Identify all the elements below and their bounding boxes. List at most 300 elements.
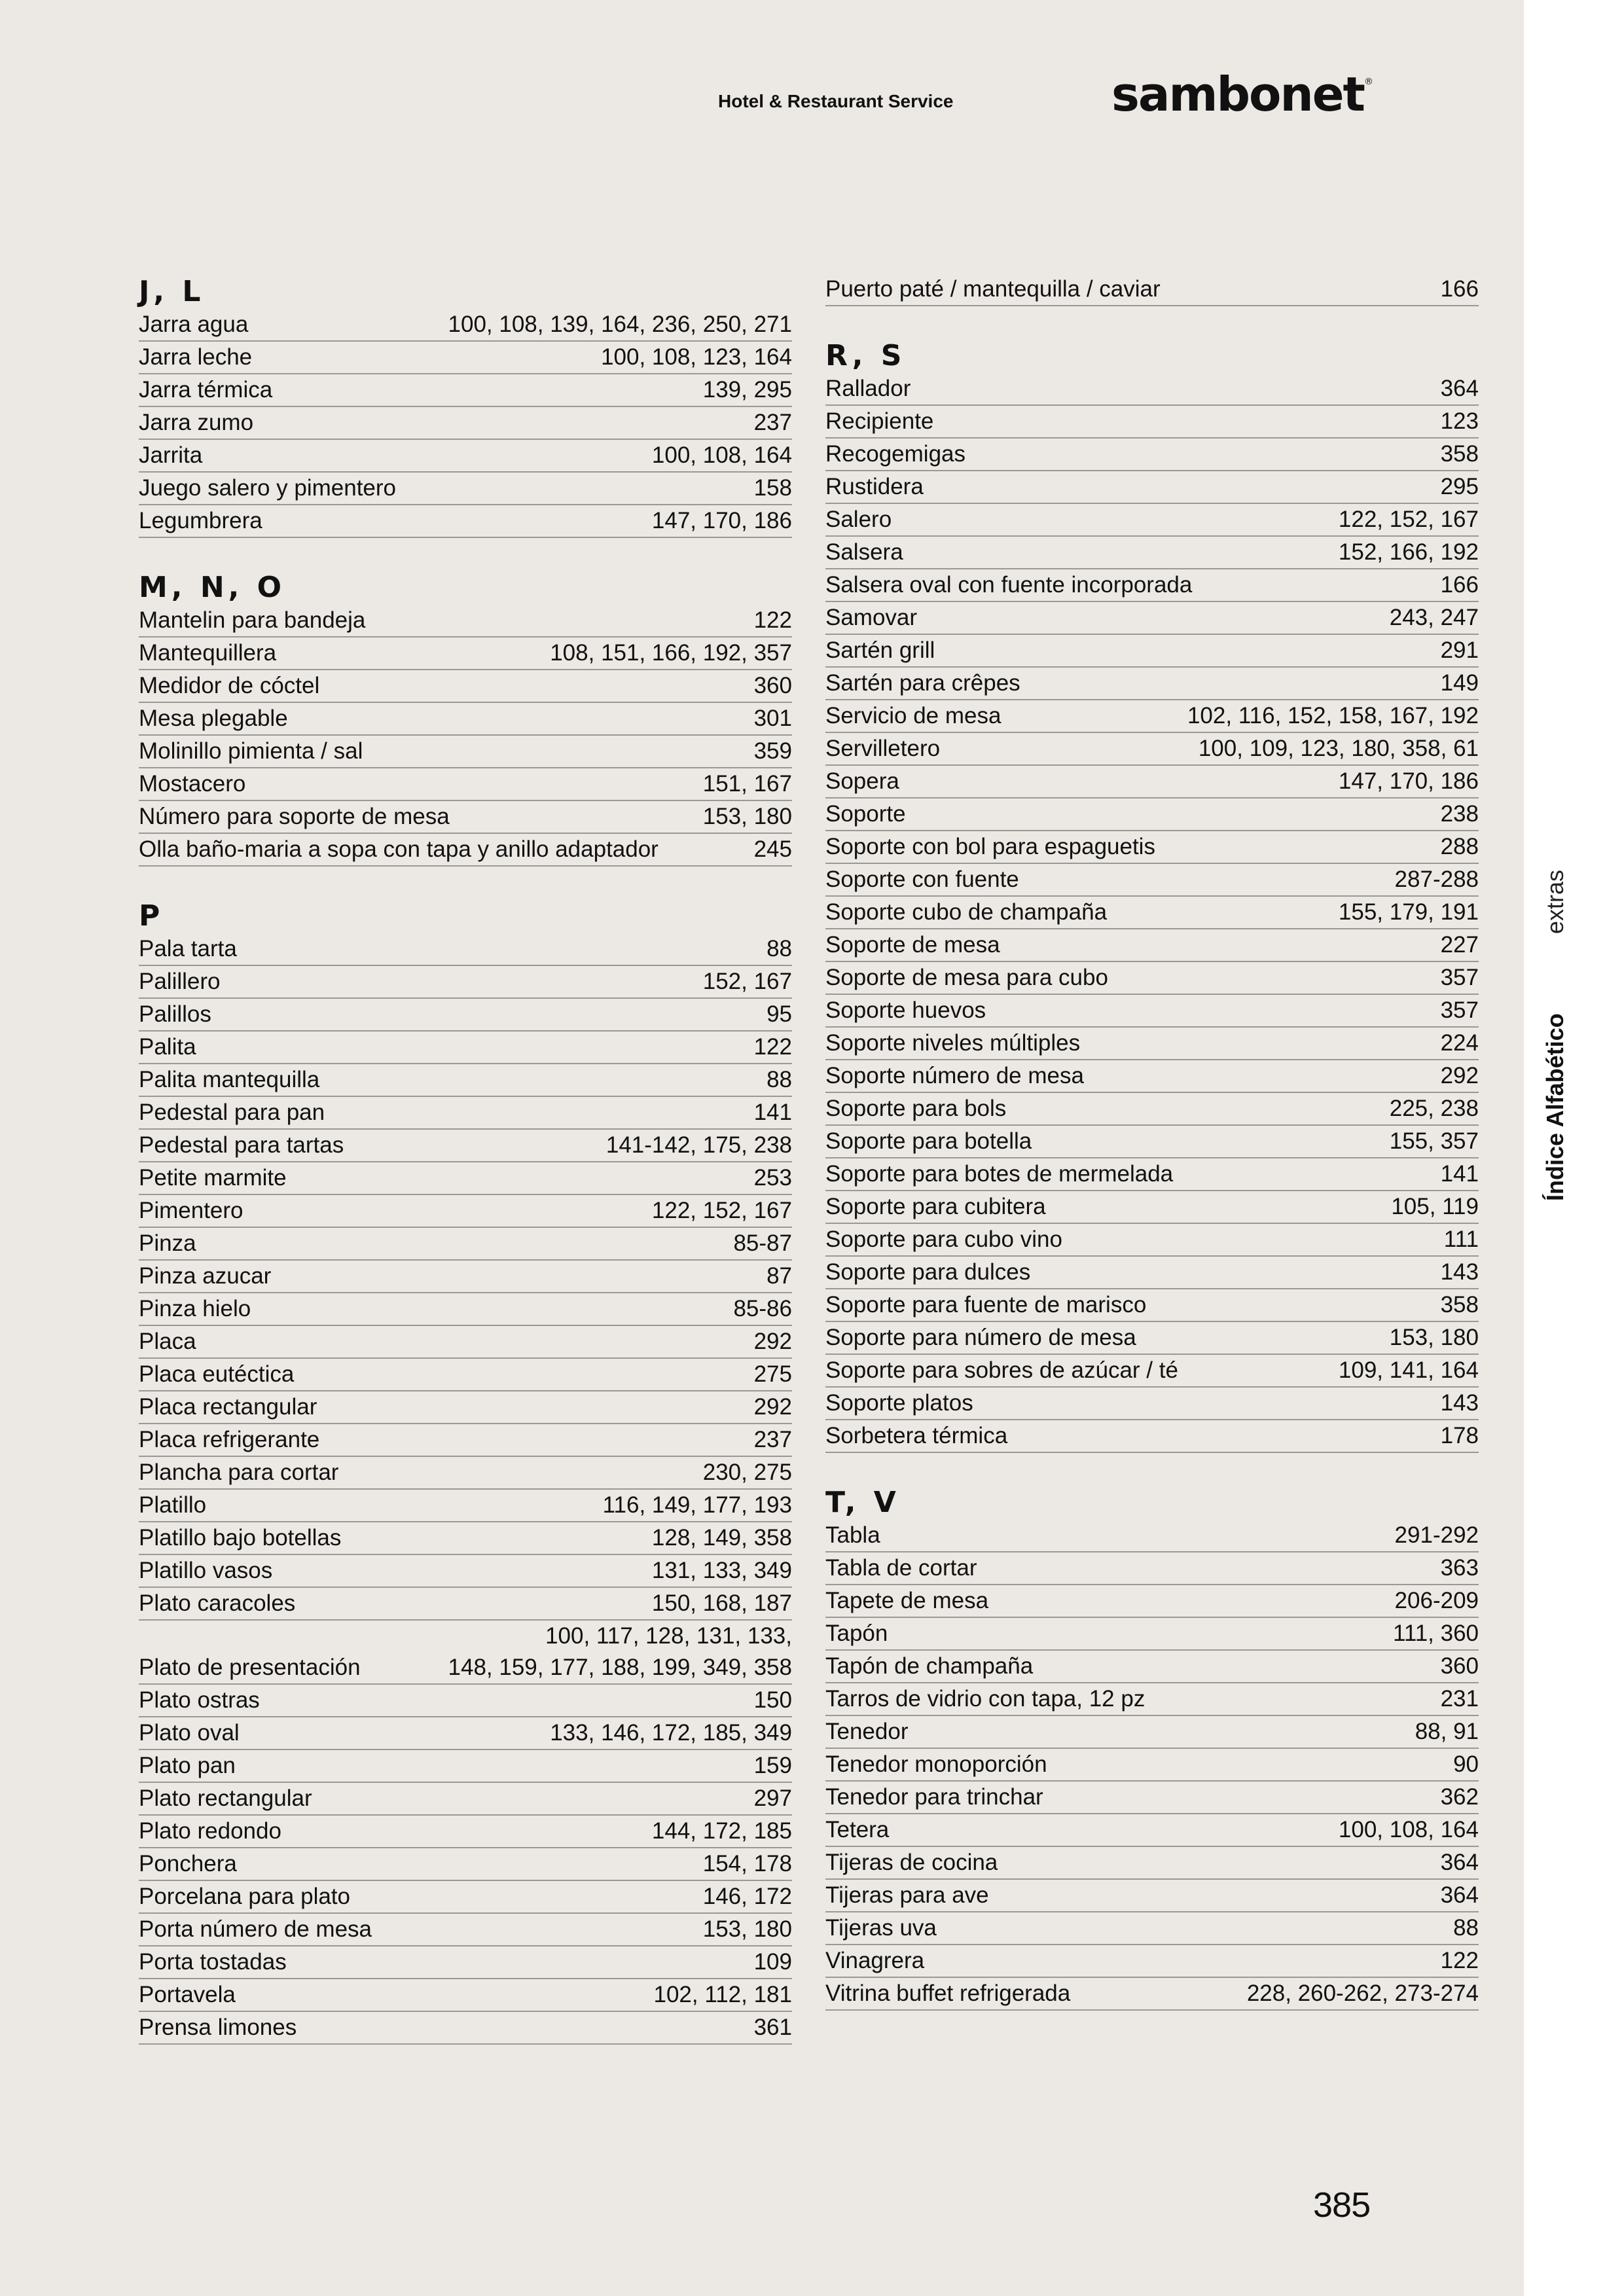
index-entry (139, 1261, 792, 1293)
entry-pages: 301 (753, 706, 792, 731)
entry-pages: 122 (753, 607, 792, 633)
index-entry (825, 1420, 1479, 1453)
entry-pages: 133, 146, 172, 185, 349 (550, 1720, 792, 1746)
index-entry (139, 1130, 792, 1162)
index-entry (825, 929, 1479, 962)
entry-name: Servicio de mesa (825, 703, 1001, 728)
entry-name: Palillero (139, 969, 221, 994)
entry-name: Plato pan (139, 1753, 236, 1778)
entry-name: Tabla (825, 1522, 880, 1548)
entry-name: Pinza hielo (139, 1296, 251, 1321)
entry-name: Rustidera (825, 474, 924, 499)
index-entry (825, 1618, 1479, 1651)
entry-pages: 131, 133, 349 (651, 1558, 792, 1583)
entry-name: Prensa limones (139, 2015, 297, 2040)
index-entry (139, 1097, 792, 1130)
entry-pages: 357 (1440, 965, 1479, 990)
entry-pages: 90 (1453, 1751, 1479, 1777)
entry-name: Placa (139, 1329, 196, 1354)
side-tab-labels (1537, 844, 1574, 1217)
entry-pages: 357 (1440, 997, 1479, 1023)
entry-pages: 143 (1440, 1259, 1479, 1285)
entry-pages: 143 (1440, 1390, 1479, 1416)
entry-pages: 141-142, 175, 238 (605, 1132, 792, 1158)
entry-name: Plato caracoles (139, 1590, 296, 1616)
entry-name: Tapón de champaña (825, 1653, 1034, 1679)
entry-pages: 297 (753, 1785, 792, 1811)
index-entry (139, 1881, 792, 1914)
index-entry (825, 1814, 1479, 1847)
index-entry (139, 1359, 792, 1391)
entry-pages: 360 (753, 673, 792, 698)
entry-pages: 153, 180 (1389, 1325, 1479, 1350)
entry-name: Tapete de mesa (825, 1588, 989, 1613)
entry-pages: 88, 91 (1415, 1719, 1479, 1744)
entry-pages: 141 (1440, 1161, 1479, 1187)
index-entry (825, 1191, 1479, 1224)
entry-name: Soporte con bol para espaguetis (825, 834, 1155, 859)
entry-name: Ponchera (139, 1851, 237, 1876)
index-entry (825, 1257, 1479, 1289)
entry-pages: 253 (753, 1165, 792, 1191)
entry-name: Sartén grill (825, 637, 935, 663)
entry-pages: 122, 152, 167 (1338, 507, 1479, 532)
entry-pages: 100, 108, 123, 164 (601, 344, 792, 370)
index-entry (139, 1326, 792, 1359)
entry-name: Plato de presentación (139, 1655, 361, 1680)
entry-name: Legumbrera (139, 508, 262, 533)
entry-pages: 154, 178 (702, 1851, 792, 1876)
entry-name: Medidor de cóctel (139, 673, 320, 698)
entry-pages: 147, 170, 186 (651, 508, 792, 533)
index-entry (825, 897, 1479, 929)
entry-name: Sartén para crêpes (825, 670, 1020, 696)
entry-name: Tenedor monoporción (825, 1751, 1047, 1777)
brand-name: sambonet (1111, 67, 1364, 122)
entry-name: Soporte niveles múltiples (825, 1030, 1081, 1056)
entry-pages: 102, 112, 181 (653, 1982, 792, 2007)
entry-pages: 228, 260-262, 273-274 (1246, 1981, 1479, 2006)
side-tab-category: extras (1542, 869, 1568, 934)
entry-pages: 102, 116, 152, 158, 167, 192 (1187, 703, 1479, 728)
entry-pages: 363 (1440, 1555, 1479, 1581)
index-entry (825, 439, 1479, 471)
section-heading: R, S (825, 339, 906, 372)
index-entry (825, 1060, 1479, 1093)
entry-name: Sorbetera térmica (825, 1423, 1008, 1448)
index-entry (139, 605, 792, 637)
entry-pages: 139, 295 (702, 377, 792, 403)
entry-pages: 153, 180 (702, 804, 792, 829)
entry-pages: 178 (1440, 1423, 1479, 1448)
index-entry (139, 768, 792, 801)
section-heading: M, N, O (139, 571, 286, 604)
entry-name: Mantequillera (139, 640, 277, 666)
entry-name: Jarra zumo (139, 410, 254, 435)
entry-name: Pala tarta (139, 936, 237, 961)
entry-name: Soporte (825, 801, 906, 827)
index-entry (825, 1093, 1479, 1126)
entry-pages: 151, 167 (702, 771, 792, 797)
index-entry (825, 1978, 1479, 2011)
entry-pages: 109, 141, 164 (1338, 1357, 1479, 1383)
entry-pages: 122, 152, 167 (651, 1198, 792, 1223)
entry-name: Pinza (139, 1230, 196, 1256)
index-entry (825, 1028, 1479, 1060)
entry-name: Porta número de mesa (139, 1916, 372, 1942)
entry-name: Porta tostadas (139, 1949, 287, 1975)
index-entry (825, 1945, 1479, 1978)
index-entry (139, 1685, 792, 1717)
entry-pages: 362 (1440, 1784, 1479, 1810)
entry-pages: 100, 117, 128, 131, 133, 148, 159, 177, 188, 199, 349, 358 (448, 1623, 792, 1680)
entry-pages: 100, 108, 139, 164, 236, 250, 271 (448, 312, 792, 337)
index-entry (825, 995, 1479, 1028)
index-entry (139, 1816, 792, 1848)
entry-pages: 155, 179, 191 (1338, 899, 1479, 925)
entry-name: Portavela (139, 1982, 236, 2007)
index-entry (139, 505, 792, 538)
index-entry (139, 736, 792, 768)
index-entry (139, 933, 792, 966)
index-entry (825, 504, 1479, 537)
entry-pages: 237 (753, 1427, 792, 1452)
entry-pages: 100, 108, 164 (1338, 1817, 1479, 1842)
entry-name: Olla baño-maria a sopa con tapa y anillo adaptador (139, 836, 659, 862)
index-entry (825, 537, 1479, 569)
entry-name: Recipiente (825, 408, 934, 434)
entry-name: Placa eutéctica (139, 1361, 295, 1387)
index-entry (825, 602, 1479, 635)
brand-logo (1111, 67, 1372, 122)
index-entry (139, 966, 792, 999)
index-entry (825, 1585, 1479, 1618)
index-entry (825, 1552, 1479, 1585)
entry-pages: 166 (1440, 276, 1479, 302)
entry-name: Platillo (139, 1492, 207, 1518)
index-entry (825, 1847, 1479, 1880)
entry-pages: 364 (1440, 1882, 1479, 1908)
entry-name: Soporte para cubo vino (825, 1227, 1062, 1252)
entry-name: Sopera (825, 768, 899, 794)
index-entry (825, 569, 1479, 602)
entry-name: Jarra agua (139, 312, 249, 337)
entry-name: Petite marmite (139, 1165, 287, 1191)
entry-name: Samovar (825, 605, 918, 630)
entry-pages: 116, 149, 177, 193 (602, 1492, 792, 1518)
index-entry (139, 834, 792, 867)
entry-pages: 122 (753, 1034, 792, 1060)
entry-pages: 358 (1440, 441, 1479, 467)
index-entry (139, 374, 792, 407)
entry-pages: 359 (753, 738, 792, 764)
entry-name: Soporte para fuente de marisco (825, 1292, 1147, 1318)
index-entry (139, 1848, 792, 1881)
index-entry (139, 1783, 792, 1816)
entry-pages: 85-86 (733, 1296, 792, 1321)
entry-pages: 146, 172 (702, 1884, 792, 1909)
entry-name: Soporte para bols (825, 1096, 1007, 1121)
index-column-right (825, 274, 1479, 2011)
entry-pages: 111, 360 (1392, 1621, 1479, 1646)
entry-name: Soporte de mesa para cubo (825, 965, 1108, 990)
entry-pages: 166 (1440, 572, 1479, 598)
entry-name: Plato ostras (139, 1687, 260, 1713)
entry-name: Porcelana para plato (139, 1884, 350, 1909)
entry-name: Salero (825, 507, 892, 532)
index-entry (825, 635, 1479, 668)
entry-pages: 364 (1440, 376, 1479, 401)
entry-pages: 152, 166, 192 (1338, 539, 1479, 565)
index-entry (139, 1555, 792, 1588)
entry-pages: 150, 168, 187 (651, 1590, 792, 1616)
index-entry (139, 1064, 792, 1097)
index-entry (825, 1651, 1479, 1683)
section-heading: J, L (139, 275, 205, 308)
entry-name: Soporte con fuente (825, 867, 1019, 892)
entry-name: Soporte para botes de mermelada (825, 1161, 1174, 1187)
entry-pages: 100, 108, 164 (651, 442, 792, 468)
entry-name: Jarrita (139, 442, 203, 468)
entry-name: Pedestal para tartas (139, 1132, 344, 1158)
entry-name: Soporte para botella (825, 1128, 1032, 1154)
entry-name: Pimentero (139, 1198, 244, 1223)
entry-pages: 147, 170, 186 (1338, 768, 1479, 794)
index-entry (825, 864, 1479, 897)
entry-name: Rallador (825, 376, 911, 401)
entry-name: Plato rectangular (139, 1785, 312, 1811)
index-entry (139, 407, 792, 440)
entry-name: Plato oval (139, 1720, 240, 1746)
side-tab-section: Índice Alfabético (1542, 1013, 1568, 1201)
index-entry (139, 1031, 792, 1064)
entry-pages: 291 (1440, 637, 1479, 663)
entry-name: Vinagrera (825, 1948, 925, 1973)
entry-name: Placa refrigerante (139, 1427, 320, 1452)
entry-name: Soporte para dulces (825, 1259, 1031, 1285)
index-entry (825, 1322, 1479, 1355)
index-entry (139, 1914, 792, 1946)
index-entry (139, 637, 792, 670)
entry-name: Tijeras uva (825, 1915, 937, 1941)
entry-pages: 159 (753, 1753, 792, 1778)
entry-name: Servilletero (825, 736, 941, 761)
index-entry (825, 1388, 1479, 1420)
page-number: 385 (1313, 2185, 1371, 2225)
index-entry (139, 1195, 792, 1228)
entry-name: Mesa plegable (139, 706, 288, 731)
entry-pages: 152, 167 (702, 969, 792, 994)
entry-name: Salsera (825, 539, 903, 565)
entry-name: Tabla de cortar (825, 1555, 977, 1581)
index-entry (139, 440, 792, 473)
entry-name: Pinza azucar (139, 1263, 272, 1289)
entry-name: Tapón (825, 1621, 888, 1646)
index-entry (825, 1749, 1479, 1782)
entry-pages: 361 (753, 2015, 792, 2040)
entry-pages: 150 (753, 1687, 792, 1713)
entry-name: Tenedor para trinchar (825, 1784, 1043, 1810)
entry-pages: 111 (1443, 1227, 1479, 1252)
entry-name: Jarra leche (139, 344, 253, 370)
index-entry (139, 703, 792, 736)
entry-pages: 105, 119 (1391, 1194, 1479, 1219)
entry-pages: 141 (753, 1100, 792, 1125)
entry-pages: 155, 357 (1389, 1128, 1479, 1154)
index-entry (139, 1979, 792, 2012)
entry-pages: 122 (1440, 1948, 1479, 1973)
entry-pages: 153, 180 (702, 1916, 792, 1942)
entry-name: Palita (139, 1034, 196, 1060)
entry-pages: 95 (767, 1001, 792, 1027)
entry-pages: 245 (753, 836, 792, 862)
entry-pages: 109 (753, 1949, 792, 1975)
entry-name: Placa rectangular (139, 1394, 317, 1420)
entry-name: Tarros de vidrio con tapa, 12 pz (825, 1686, 1146, 1712)
entry-name: Palita mantequilla (139, 1067, 320, 1092)
index-entry (139, 1391, 792, 1424)
entry-name: Salsera oval con fuente incorporada (825, 572, 1193, 598)
entry-name: Molinillo pimienta / sal (139, 738, 363, 764)
entry-name: Pedestal para pan (139, 1100, 325, 1125)
index-entry (825, 1782, 1479, 1814)
entry-name: Palillos (139, 1001, 211, 1027)
entry-name: Plato redondo (139, 1818, 281, 1844)
entry-name: Tijeras para ave (825, 1882, 989, 1908)
entry-pages: 128, 149, 358 (651, 1525, 792, 1551)
index-entry (825, 471, 1479, 504)
entry-pages: 288 (1440, 834, 1479, 859)
entry-pages: 360 (1440, 1653, 1479, 1679)
entry-name: Tijeras de cocina (825, 1850, 998, 1875)
index-entry (825, 1126, 1479, 1158)
index-entry (139, 2012, 792, 2045)
entry-pages: 237 (753, 410, 792, 435)
entry-name: Soporte de mesa (825, 932, 1000, 958)
index-entry (825, 831, 1479, 864)
entry-pages: 275 (753, 1361, 792, 1387)
entry-name: Soporte para cubitera (825, 1194, 1046, 1219)
entry-pages: 227 (1440, 932, 1479, 958)
entry-pages: 287-288 (1394, 867, 1479, 892)
entry-pages: 225, 238 (1389, 1096, 1479, 1121)
entry-pages: 158 (753, 475, 792, 501)
index-entry (139, 670, 792, 703)
index-entry (825, 1880, 1479, 1912)
entry-pages: 238 (1440, 801, 1479, 827)
section-heading: T, V (825, 1486, 900, 1519)
entry-name: Soporte huevos (825, 997, 986, 1023)
entry-pages: 123 (1440, 408, 1479, 434)
index-entry (139, 1522, 792, 1555)
entry-pages: 292 (753, 1329, 792, 1354)
entry-pages: 85-87 (733, 1230, 792, 1256)
index-entry (825, 1224, 1479, 1257)
index-entry (139, 342, 792, 374)
index-entry (825, 1716, 1479, 1749)
entry-name: Número para soporte de mesa (139, 804, 450, 829)
index-entry (139, 999, 792, 1031)
entry-pages: 358 (1440, 1292, 1479, 1318)
entry-name: Jarra térmica (139, 377, 273, 403)
index-entry (825, 373, 1479, 406)
entry-pages: 231 (1440, 1686, 1479, 1712)
index-entry (139, 1750, 792, 1783)
header-subtitle: Hotel & Restaurant Service (718, 91, 954, 111)
entry-pages: 364 (1440, 1850, 1479, 1875)
entry-name: Juego salero y pimentero (139, 475, 396, 501)
index-entry (825, 668, 1479, 700)
entry-pages: 108, 151, 166, 192, 357 (550, 640, 792, 666)
entry-name: Plancha para cortar (139, 1460, 339, 1485)
entry-pages: 224 (1440, 1030, 1479, 1056)
index-entry (825, 733, 1479, 766)
index-entry (825, 798, 1479, 831)
entry-name: Soporte cubo de champaña (825, 899, 1108, 925)
index-entry (825, 766, 1479, 798)
index-entry (139, 1457, 792, 1490)
index-entry (825, 406, 1479, 439)
entry-name: Tenedor (825, 1719, 909, 1744)
entry-pages: 144, 172, 185 (651, 1818, 792, 1844)
index-entry (139, 309, 792, 342)
entry-name: Mantelin para bandeja (139, 607, 366, 633)
index-entry (139, 1490, 792, 1522)
entry-name: Recogemigas (825, 441, 965, 467)
index-entry (825, 1912, 1479, 1945)
entry-pages: 292 (1440, 1063, 1479, 1088)
entry-pages: 88 (1453, 1915, 1479, 1941)
index-entry (825, 274, 1479, 306)
entry-name: Tetera (825, 1817, 890, 1842)
index-entry (139, 1946, 792, 1979)
index-entry (139, 1293, 792, 1326)
entry-name: Vitrina buffet refrigerada (825, 1981, 1071, 2006)
index-entry (139, 1162, 792, 1195)
index-entry (825, 1683, 1479, 1716)
index-entry (139, 801, 792, 834)
index-entry (139, 1621, 792, 1685)
index-entry (825, 962, 1479, 995)
index-entry (825, 1289, 1479, 1322)
entry-pages: 149 (1440, 670, 1479, 696)
index-entry (139, 1424, 792, 1457)
index-column-left (139, 275, 792, 2045)
section-heading: P (139, 899, 164, 933)
registered-mark: ® (1363, 77, 1372, 87)
entry-name: Platillo vasos (139, 1558, 273, 1583)
entry-name: Soporte para número de mesa (825, 1325, 1136, 1350)
entry-name: Puerto paté / mantequilla / caviar (825, 276, 1161, 302)
entry-pages: 87 (767, 1263, 792, 1289)
entry-pages: 230, 275 (702, 1460, 792, 1485)
entry-pages: 88 (767, 936, 792, 961)
index-entry (825, 700, 1479, 733)
entry-pages: 295 (1440, 474, 1479, 499)
entry-pages: 206-209 (1394, 1588, 1479, 1613)
entry-name: Platillo bajo botellas (139, 1525, 342, 1551)
entry-pages: 291-292 (1394, 1522, 1479, 1548)
index-entry (139, 473, 792, 505)
entry-pages: 100, 109, 123, 180, 358, 61 (1198, 736, 1479, 761)
entry-pages: 88 (767, 1067, 792, 1092)
index-entry (825, 1520, 1479, 1552)
index-entry (139, 1717, 792, 1750)
entry-name: Mostacero (139, 771, 246, 797)
entry-name: Soporte número de mesa (825, 1063, 1084, 1088)
index-entry (825, 1355, 1479, 1388)
entry-name: Soporte platos (825, 1390, 973, 1416)
